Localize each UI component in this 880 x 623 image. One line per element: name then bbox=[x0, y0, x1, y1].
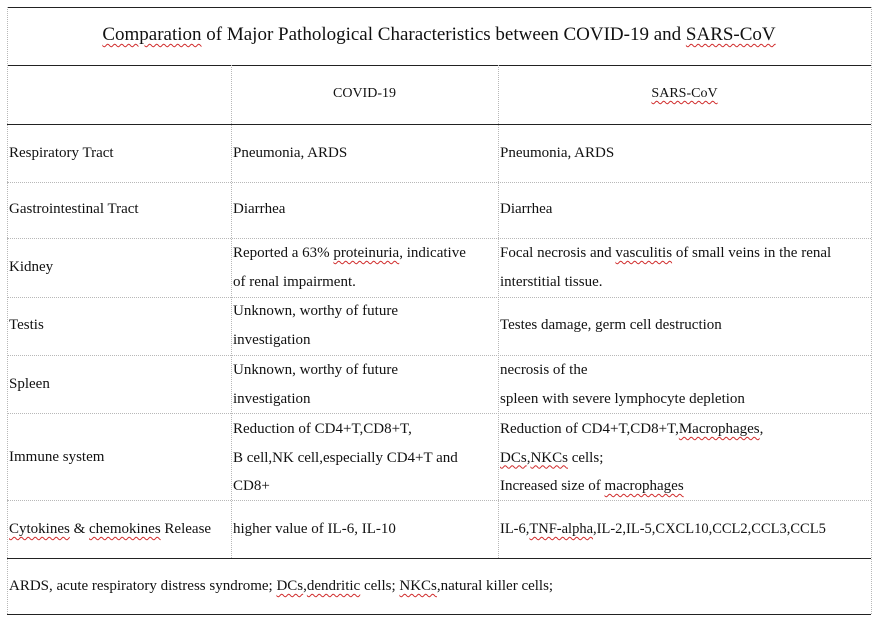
row-label: Testis bbox=[9, 317, 44, 333]
sars-cell: Pneumonia, ARDS bbox=[500, 145, 615, 161]
covid-cell bbox=[233, 297, 398, 354]
table-bottom-rule bbox=[7, 614, 871, 615]
cell-line: Unknown, worthy of future bbox=[233, 362, 398, 378]
right-border bbox=[871, 7, 872, 614]
cell-line: investigation bbox=[233, 390, 311, 407]
row-label: Cytokines & chemokines Release bbox=[9, 521, 212, 537]
row-label: Respiratory Tract bbox=[9, 145, 114, 161]
cell-line: of renal impairment. bbox=[233, 273, 356, 290]
row-divider bbox=[7, 297, 871, 298]
covid-cell: higher value of IL-6, IL-10 bbox=[233, 521, 396, 537]
left-border bbox=[7, 7, 8, 614]
cell-line: spleen with severe lymphocyte depletion bbox=[500, 390, 745, 407]
header-rule bbox=[7, 124, 871, 125]
table-top-rule bbox=[7, 7, 871, 8]
covid-cell: Pneumonia, ARDS bbox=[233, 145, 348, 161]
cell-line: Reduction of CD4+T,CD8+T,Macrophages, bbox=[500, 421, 764, 437]
row-divider bbox=[7, 413, 871, 414]
covid-cell bbox=[233, 356, 398, 413]
covid-cell: Diarrhea bbox=[233, 201, 286, 217]
covid-cell bbox=[233, 415, 458, 501]
cell-line: investigation bbox=[233, 331, 311, 348]
sars-cell: Testes damage, germ cell destruction bbox=[500, 317, 722, 333]
cell-line: DCs,NKCs cells; bbox=[500, 449, 604, 466]
body-bottom-rule bbox=[7, 558, 871, 559]
cell-line: Unknown, worthy of future bbox=[233, 303, 398, 319]
column-header-sars: SARS-CoV bbox=[651, 86, 718, 101]
cell-line: Reported a 63% proteinuria, indicative bbox=[233, 245, 466, 261]
cell-line: Focal necrosis and vasculitis of small veins in the renal bbox=[500, 245, 832, 261]
cell-line: interstitial tissue. bbox=[500, 273, 603, 290]
cell-line: necrosis of the bbox=[500, 362, 588, 378]
cell-line: CD8+ bbox=[233, 478, 270, 494]
table-title: Comparation of Major Pathological Characteristics between COVID-19 and SARS-CoV bbox=[102, 24, 776, 45]
row-label: Gastrointestinal Tract bbox=[9, 201, 139, 217]
row-label: Immune system bbox=[9, 449, 105, 465]
cell-line: B cell,NK cell,especially CD4+T and bbox=[233, 449, 458, 466]
row-divider bbox=[7, 182, 871, 183]
sars-cell bbox=[500, 415, 763, 501]
sars-cell: IL-6,TNF-alpha,IL-2,IL-5,CXCL10,CCL2,CCL3,CCL5 bbox=[500, 521, 826, 537]
cell-line: Increased size of macrophages bbox=[500, 478, 684, 494]
sars-cell bbox=[500, 356, 745, 413]
sars-cell bbox=[500, 239, 831, 296]
row-label: Kidney bbox=[9, 259, 54, 275]
title-word-underlined: SARS-CoV bbox=[685, 24, 776, 45]
covid-cell bbox=[233, 239, 466, 296]
column-header-covid: COVID-19 bbox=[333, 86, 396, 101]
sars-cell: Diarrhea bbox=[500, 201, 553, 217]
cell-line: Reduction of CD4+T,CD8+T, bbox=[233, 421, 412, 437]
title-rule bbox=[7, 65, 871, 66]
row-label: Spleen bbox=[9, 376, 50, 392]
table-footnote: ARDS, acute respiratory distress syndrome; DCs,dendritic cells; NKCs,natural killer cells; bbox=[9, 578, 554, 594]
column-divider bbox=[498, 65, 499, 558]
title-word-underlined: Comparation bbox=[102, 24, 202, 45]
column-divider bbox=[231, 65, 232, 558]
